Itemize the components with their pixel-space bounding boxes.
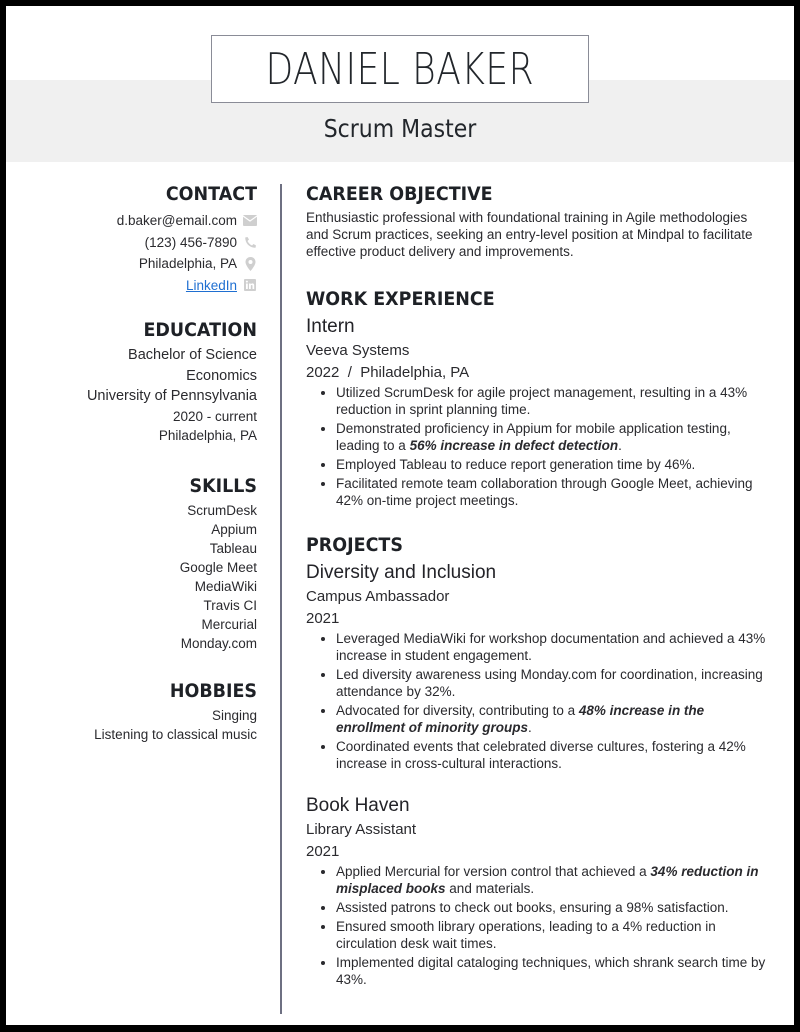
skill-item: Google Meet — [179, 559, 257, 575]
hobbies-section — [6, 679, 257, 744]
project-date: 2021 — [306, 842, 340, 860]
experience-section — [306, 287, 771, 509]
education-school: University of Pennsylvania — [86, 388, 257, 404]
skills-section — [6, 474, 257, 654]
objective-text: Enthusiastic professional with foundational training in Agile methodologies and Scrum practices, seeking an entry-level position at Mindpal to facilitate effective product delivery and improvements. — [306, 210, 753, 260]
contact-linkedin — [6, 275, 257, 297]
contact-location — [6, 253, 257, 275]
job-title: Intern — [306, 315, 355, 337]
project-bullets — [306, 630, 771, 772]
bullet-item: • Coordinated events that celebrated diverse cultures, fostering a 42% increase in cross-cultural interactions. — [336, 738, 771, 772]
hobbies-heading: HOBBIES — [169, 680, 257, 703]
hobby-item: Singing — [211, 708, 257, 724]
linkedin-icon — [243, 278, 257, 292]
skill-item: ScrumDesk — [187, 502, 257, 518]
bullet-item: • Assisted patrons to check out books, ensuring a 98% satisfaction. — [336, 899, 771, 916]
education-location: Philadelphia, PA — [158, 428, 257, 443]
hobby-item: Listening to classical music — [94, 727, 257, 743]
candidate-name: DANIEL BAKER — [265, 43, 535, 95]
objective-section — [306, 182, 771, 261]
bullet-item: • Implemented digital cataloging techniques, which shrank search time by 43%. — [336, 954, 771, 988]
contact-heading: CONTACT — [165, 183, 257, 205]
project-bullets — [306, 863, 771, 988]
linkedin-link[interactable]: LinkedIn — [185, 277, 237, 293]
skill-item: Tableau — [209, 540, 257, 556]
education-heading: EDUCATION — [143, 319, 257, 341]
contact-email — [6, 210, 257, 232]
projects-heading: PROJECTS — [306, 533, 403, 556]
resume-page — [6, 6, 794, 1025]
bullet-item: • Facilitated remote team collaboration through Google Meet, achieving 42% on-time project meetings. — [336, 475, 771, 509]
bullet-item: • Employed Tableau to reduce report generation time by 46%. — [336, 456, 771, 473]
bullet-item: • Advocated for diversity, contributing to a 48% increase in the enrollment of minority groups. — [336, 702, 771, 736]
bullet-item: • Utilized ScrumDesk for agile project management, resulting in a 43% reduction in sprint planning time. — [336, 384, 771, 418]
education-degree: Bachelor of Science — [128, 347, 257, 363]
job-entry — [306, 315, 771, 509]
bullet-item: • Demonstrated proficiency in Appium for mobile application testing, leading to a 56% increase in defect detection. — [336, 420, 771, 454]
experience-heading: WORK EXPERIENCE — [306, 287, 495, 310]
contact-phone — [6, 232, 257, 254]
project-entry — [306, 794, 771, 988]
project-title: Diversity and Inclusion — [306, 561, 497, 583]
projects-section — [306, 533, 771, 988]
project-entry — [306, 561, 771, 772]
skill-item: Monday.com — [180, 636, 257, 652]
education-dates: 2020 - current — [172, 408, 257, 424]
name-box — [211, 35, 589, 103]
location-text: Philadelphia, PA — [138, 256, 237, 271]
job-bullets — [306, 384, 771, 509]
bullet-item: • Applied Mercurial for version control that achieved a 34% reduction in misplaced books and materials. — [336, 863, 771, 897]
skill-item: Appium — [211, 521, 257, 537]
skills-heading: SKILLS — [189, 474, 257, 497]
bullet-item: • Led diversity awareness using Monday.com for coordination, increasing attendance by 32%. — [336, 666, 771, 700]
job-date-location: 2022 / Philadelphia, PA — [306, 363, 470, 381]
envelope-icon — [243, 214, 257, 228]
education-section — [6, 318, 257, 446]
skill-item: Mercurial — [201, 617, 257, 633]
phone-icon — [243, 235, 257, 249]
skill-item: Travis CI — [203, 597, 257, 613]
contact-section — [6, 182, 257, 296]
project-role: Campus Ambassador — [306, 587, 450, 605]
phone-text: (123) 456-7890 — [144, 234, 237, 250]
job-title: Scrum Master — [323, 114, 477, 143]
email-text: d.baker@email.com — [116, 213, 237, 228]
map-pin-icon — [243, 257, 257, 271]
project-date: 2021 — [306, 609, 340, 627]
bullet-item: • Leveraged MediaWiki for workshop documentation and achieved a 43% increase in student engagement. — [336, 630, 771, 664]
job-company: Veeva Systems — [306, 341, 410, 359]
project-title: Book Haven — [306, 794, 410, 816]
sidebar — [6, 182, 257, 744]
project-role: Library Assistant — [306, 820, 417, 838]
objective-heading: CAREER OBJECTIVE — [306, 183, 493, 205]
bullet-item: • Ensured smooth library operations, leading to a 4% reduction in circulation desk wait times. — [336, 918, 771, 952]
skill-item: MediaWiki — [194, 578, 257, 594]
main-content — [306, 182, 771, 990]
column-divider — [280, 184, 282, 1014]
education-major: Economics — [186, 367, 257, 384]
